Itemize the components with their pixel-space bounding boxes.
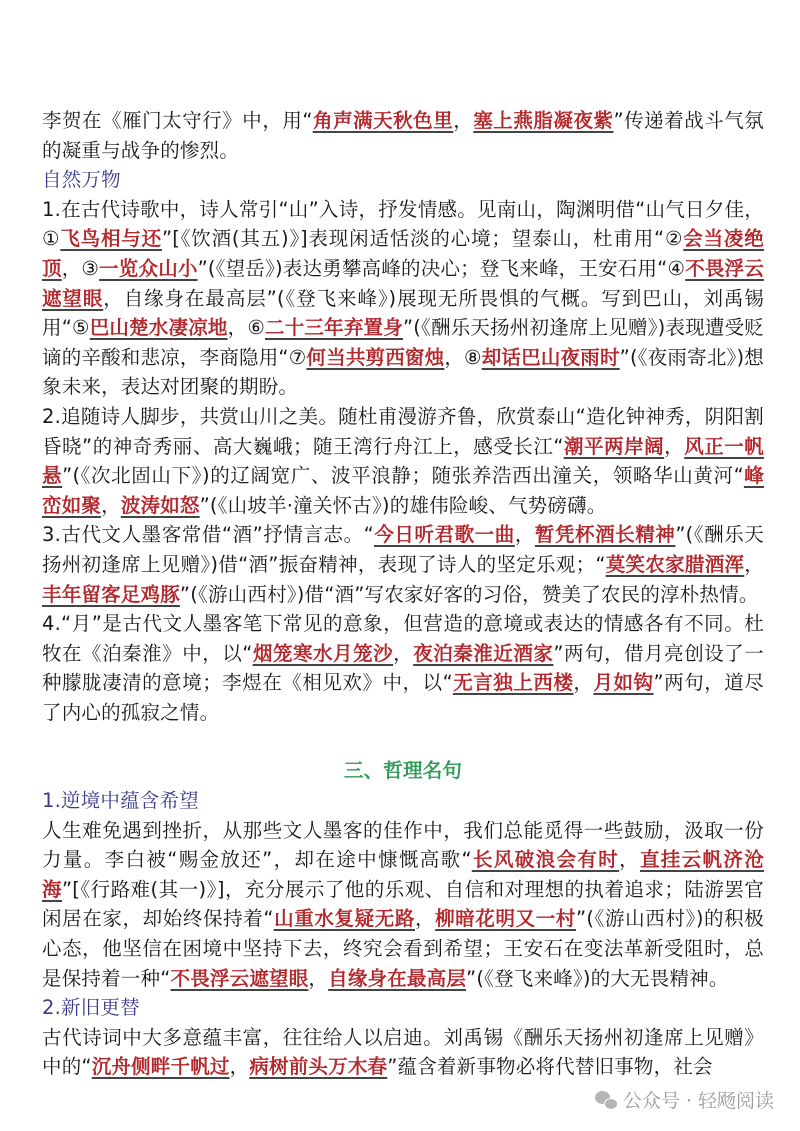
quoted-verse: 莫笑农家腊酒浑 [605,552,745,576]
text-run: 3.古代文人墨客常借“酒”抒情言志。“ [42,523,374,547]
text-run: ”[《饮酒(其五)》]表现闲适恬淡的心境；望泰山，杜甫用“② [161,227,684,251]
quoted-verse: 二十三年弃置身 [265,316,403,340]
quoted-verse: 烟笼寒水月笼沙 [252,641,394,665]
quoted-verse: 不畏浮云遮望眼 [42,256,764,310]
text-run: ，③ [61,256,100,280]
text-run: ”(《山坡羊·潼关怀古》)的雄伟险峻、气势磅礴。 [199,493,607,517]
text-run: ， [744,552,764,576]
section-heading [42,756,764,786]
text-run: ”两句，借月亮创设了一种朦胧凄清的意境；李煜在《相见欢》中，以“ [42,641,765,695]
quoted-verse: 潮平两岸阔 [563,434,665,458]
quoted-verse: 柳暗花明又一村 [435,907,577,931]
quoted-verse: 何当共剪西窗烛 [306,345,445,369]
quoted-verse: 不畏浮云遮望眼 [170,966,309,990]
text-run: ”[《行路难(其一)》]，充分展示了他的乐观、自信和对理想的执着追求；陆游罢官闲居在家，却始终保持着“ [42,877,764,931]
subheading [42,993,764,1023]
paragraph [42,106,764,165]
text-run: 2.新旧更替 [42,996,140,1020]
text-run: 李贺在《雁门太守行》中，用“ [42,109,313,132]
quoted-verse: 自缘身在最高层 [328,966,467,990]
text-run: ，⑧ [444,345,482,369]
quoted-verse: 峰峦如聚 [42,464,765,517]
quoted-verse: 一览众山小 [99,256,198,280]
text-run: ，⑥ [227,316,266,340]
quoted-verse: 长风破浪会有时 [471,848,620,872]
text-run: ， [101,493,121,517]
subheading [42,786,764,816]
quoted-verse: 病树前头万木春 [249,1055,388,1079]
quoted-verse: 夜泊秦淮近酒家 [413,641,554,665]
text-run: ”(《游山西村》)借“酒”写农家好客的习俗，赞美了农民的淳朴热情。 [179,582,759,606]
paragraph [42,195,764,402]
text-run: 古代诗词中大多意蕴丰富，往往给人以启迪。刘禹锡《酬乐天扬州初逢席上见赠》中的“ [42,1025,764,1079]
quoted-verse: 山重水复疑无路 [273,907,415,931]
text-run: ”(《次北固山下》)的辽阔宽广、波平浪静；随张养浩西出潼关，领略华山黄河“ [62,464,744,488]
text-run: ， [308,966,329,990]
text-run: ， [453,109,474,132]
text-run: ”(《望岳》)表达勇攀高峰的决心；登飞来峰，王安石用“④ [197,256,686,280]
quoted-verse: 今日听君歌一曲 [373,523,515,547]
quoted-verse: 塞上燕脂凝夜紫 [473,109,614,132]
paragraph [42,1023,764,1082]
text-run: ， [619,848,640,872]
paragraph [42,609,764,727]
text-run: 1.逆境中蕴含希望 [42,789,199,813]
quoted-verse: 直挂云帆济沧海 [42,848,764,901]
text-run: ”(《夜雨寄北》)想象未来，表达对团聚的期盼。 [42,345,764,399]
text-run: 2.追随诗人脚步，共赏山川之美。随杜甫漫游齐鲁，欣赏泰山“造化钟神秀，阴阳割昏晓”的神奇秀丽、高大巍峨；随王湾行舟江上，感受长江“ [42,404,764,458]
text-run: ”(《酬乐天扬州初逢席上见赠》)表现遭受贬谪的辛酸和悲凉，李商隐用“⑦ [42,316,764,369]
text-run: 人生难免遇到挫折，从那些文人墨客的佳作中，我们总能觅得一些鼓励，汲取一份力量。李白被“赐金放还”，却在途中慷慨高歌“ [42,818,764,872]
text-run: ，自缘身在最高层”(《登飞来峰》)展现无所畏惧的气概。写到巴山，刘禹锡用“⑤ [42,286,764,340]
text-run: ， [393,641,414,665]
quoted-verse: 丰年留客足鸡豚 [42,582,180,606]
text-run: ”(《游山西村》)的积极心态，他坚信在困境中坚持下去，终究会看到希望；王安石在变法革新受阻时，总是保持着一种“ [42,907,765,990]
document-body [42,106,764,1082]
text-run: 4.“月”是古代文人墨客笔下常见的意象，但营造的意境或表达的情感各有不同。杜牧在《泊秦淮》中，以“ [42,612,764,665]
text-run: ”蕴含着新事物必将代替旧事物，社会 [387,1055,713,1079]
text-run: ”(《酬乐天扬州初逢席上见赠》)借“酒”振奋精神，表现了诗人的坚定乐观；“ [42,523,765,576]
wechat-icon [595,1091,617,1109]
text-run: ， [229,1055,250,1079]
text-run: 自然万物 [42,168,121,192]
quoted-verse: 暂凭杯酒长精神 [534,523,676,547]
subheading [42,165,764,195]
text-run: ， [514,523,535,547]
quoted-verse: 风正一帆悬 [42,434,764,488]
quoted-verse: 角声满天秋色里 [312,109,454,132]
quoted-verse: 沉舟侧畔千帆过 [91,1055,230,1079]
quoted-verse: 无言独上西楼 [452,671,574,695]
text-run: 三、哲理名句 [343,759,463,783]
quoted-verse: 月如钩 [593,671,654,695]
text-run: 1.在古代诗歌中，诗人常引“山”入诗，抒发情感。见南山，陶渊明借“山气日夕佳，① [42,197,764,251]
text-run: ”两句，道尽了内心的孤寂之情。 [42,671,764,724]
quoted-verse: 波涛如怒 [120,493,200,517]
watermark [595,1086,774,1113]
text-run: ， [664,434,685,458]
quoted-verse: 巴山楚水凄凉地 [89,316,228,340]
paragraph [42,402,764,520]
text-run: ”传递着战斗气氛的凝重与战争的惨烈。 [42,109,765,162]
text-run: ”(《登飞来峰》)的大无畏精神。 [466,966,729,990]
watermark-text: 公众号 · 轻飏阅读 [622,1090,774,1112]
paragraph [42,520,764,609]
paragraph [42,816,764,994]
quoted-verse: 飞鸟相与还 [60,227,162,251]
text-run: ， [415,907,436,931]
quoted-verse: 会当凌绝顶 [42,227,764,280]
text-run: ， [573,671,594,695]
quoted-verse: 却话巴山夜雨时 [481,345,620,369]
